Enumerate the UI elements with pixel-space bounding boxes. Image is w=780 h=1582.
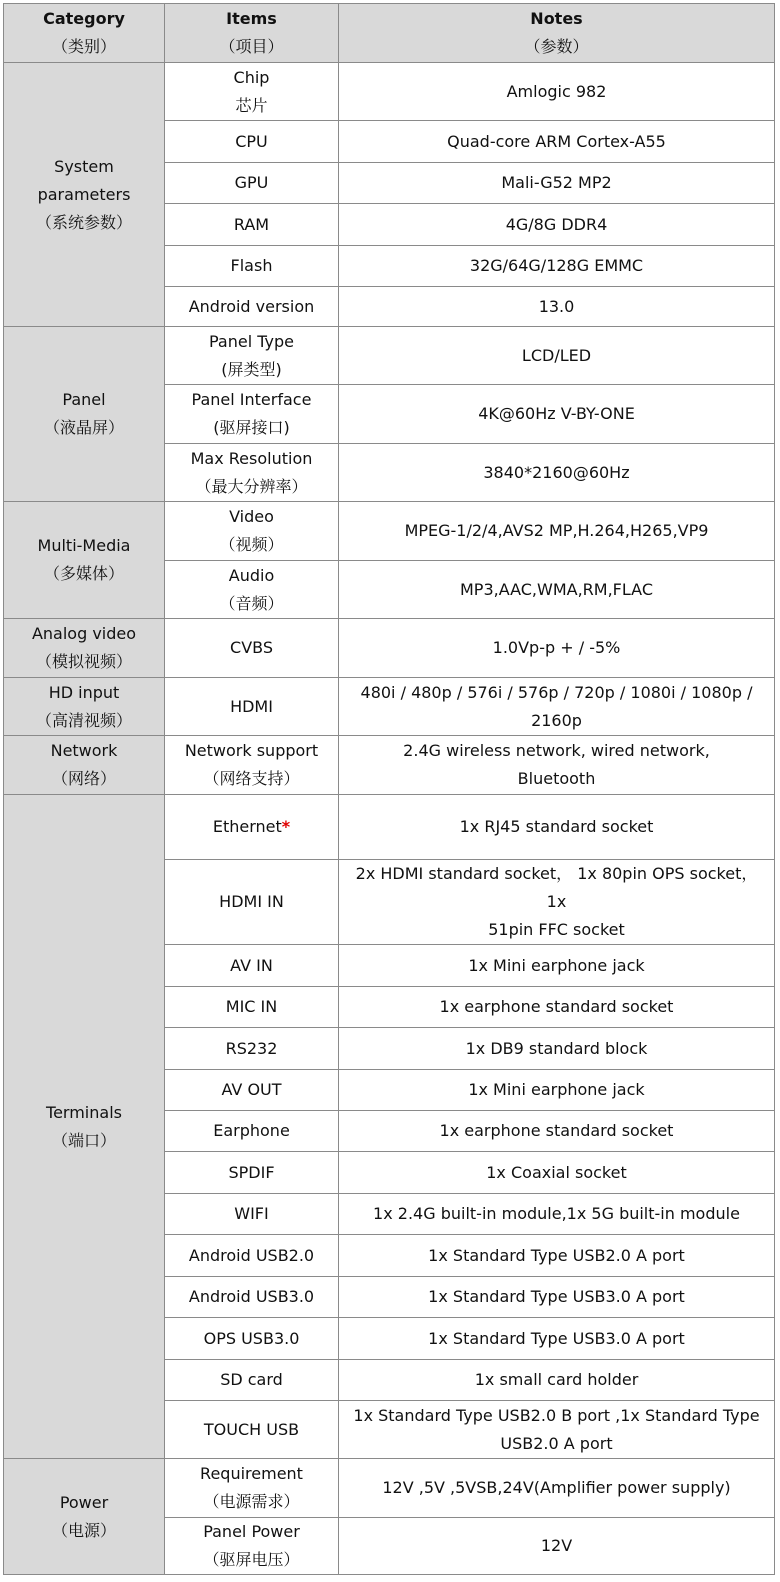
item-cell bbox=[165, 246, 339, 287]
item-text: Panel Interface bbox=[191, 390, 312, 409]
item-text: Flash bbox=[230, 256, 273, 275]
item-label bbox=[171, 473, 332, 501]
note-cell bbox=[339, 246, 775, 287]
category-label: parameters bbox=[37, 184, 131, 204]
item-label bbox=[171, 888, 332, 916]
item-label bbox=[171, 169, 332, 197]
header-items-zh: （项目） bbox=[219, 37, 284, 56]
note-cell bbox=[339, 1318, 775, 1360]
item-label bbox=[171, 293, 332, 321]
note-cell bbox=[339, 1360, 775, 1401]
item-label bbox=[171, 1518, 332, 1546]
item-label bbox=[171, 737, 332, 765]
item-cell bbox=[165, 1318, 339, 1360]
item-text: (驱屏接口) bbox=[213, 418, 290, 437]
item-label bbox=[171, 1488, 332, 1516]
item-cell bbox=[165, 327, 339, 385]
note-text: 1x Mini earphone jack bbox=[468, 1080, 645, 1099]
note-text: 1x RJ45 standard socket bbox=[459, 817, 654, 836]
note-cell bbox=[339, 1277, 775, 1318]
item-cell bbox=[165, 945, 339, 987]
note-text: 32G/64G/128G EMMC bbox=[469, 256, 644, 275]
category-label: HD input bbox=[48, 682, 120, 702]
item-label bbox=[171, 993, 332, 1021]
note-text: 1.0Vp-p + / -5% bbox=[492, 638, 621, 657]
item-text: Audio bbox=[228, 565, 275, 585]
item-text: Android version bbox=[188, 296, 315, 316]
item-text: Android USB2.0 bbox=[188, 1245, 315, 1265]
item-label bbox=[171, 813, 332, 841]
note-text: 1x small card holder bbox=[474, 1370, 639, 1389]
note-cell bbox=[339, 121, 775, 163]
item-text: HDMI IN bbox=[219, 892, 284, 911]
item-label bbox=[171, 590, 332, 618]
item-label bbox=[171, 1325, 332, 1353]
note-text: 1x 2.4G built-in module,1x 5G built-in module bbox=[373, 1204, 740, 1223]
category-label-zh: （电源） bbox=[51, 1520, 116, 1540]
category-label: System bbox=[54, 156, 114, 176]
note-text: 1x earphone standard socket bbox=[439, 997, 674, 1016]
item-label bbox=[171, 328, 332, 356]
item-label bbox=[171, 1283, 332, 1311]
item-text: （音频） bbox=[219, 593, 284, 613]
category-label-zh: （系统参数） bbox=[35, 212, 132, 232]
item-cell bbox=[165, 561, 339, 619]
item-text: CPU bbox=[235, 131, 268, 151]
item-text: GPU bbox=[234, 173, 269, 192]
category-label-zh: （网络） bbox=[51, 769, 116, 788]
note-text: 2160p bbox=[531, 710, 582, 730]
header-notes-zh: （参数） bbox=[524, 37, 589, 56]
item-cell bbox=[165, 736, 339, 795]
note-cell bbox=[339, 1518, 775, 1575]
note-cell bbox=[339, 1401, 775, 1459]
item-label bbox=[171, 765, 332, 793]
table-row bbox=[4, 619, 775, 678]
category-cell bbox=[4, 63, 165, 327]
item-text: （网络支持） bbox=[203, 769, 300, 788]
note-text: MPEG-1/2/4,AVS2 MP,H.264,H265,VP9 bbox=[404, 521, 709, 540]
item-text: （最大分辨率） bbox=[195, 476, 308, 496]
item-text: (屏类型) bbox=[221, 359, 282, 379]
header-category bbox=[4, 4, 165, 63]
item-cell bbox=[165, 385, 339, 444]
spec-body bbox=[4, 63, 775, 1575]
note-cell bbox=[339, 795, 775, 860]
note-text: 13.0 bbox=[538, 296, 575, 316]
item-label bbox=[171, 1366, 332, 1394]
category-label-zh: （多媒体） bbox=[43, 564, 124, 583]
item-text: Chip bbox=[233, 67, 270, 87]
note-cell bbox=[339, 561, 775, 619]
note-cell bbox=[339, 1194, 775, 1235]
item-cell bbox=[165, 287, 339, 327]
item-cell bbox=[165, 795, 339, 860]
table-row bbox=[4, 1459, 775, 1518]
item-label bbox=[171, 503, 332, 531]
item-label bbox=[171, 634, 332, 662]
item-text: （驱屏电压） bbox=[203, 1550, 300, 1569]
item-text: 芯片 bbox=[235, 95, 268, 115]
item-label bbox=[171, 1460, 332, 1488]
item-text: Earphone bbox=[213, 1121, 290, 1140]
note-text: LCD/LED bbox=[521, 345, 592, 365]
item-cell bbox=[165, 1360, 339, 1401]
item-cell bbox=[165, 121, 339, 163]
note-text: 2.4G wireless network, wired network, bbox=[403, 741, 710, 760]
item-label bbox=[171, 1035, 332, 1063]
item-label bbox=[171, 211, 332, 239]
category-cell bbox=[4, 619, 165, 678]
note-cell bbox=[339, 1111, 775, 1152]
note-text: 4G/8G DDR4 bbox=[505, 214, 608, 234]
item-text: Max Resolution bbox=[190, 448, 313, 468]
note-cell bbox=[339, 945, 775, 987]
item-cell bbox=[165, 502, 339, 561]
item-label bbox=[171, 562, 332, 590]
item-label bbox=[171, 92, 332, 120]
item-cell bbox=[165, 444, 339, 502]
item-label bbox=[171, 128, 332, 156]
note-cell bbox=[339, 287, 775, 327]
note-cell bbox=[339, 1152, 775, 1194]
note-cell bbox=[339, 987, 775, 1028]
note-text: 1x Standard Type USB2.0 B port ,1x Standard Type bbox=[353, 1405, 760, 1425]
note-cell bbox=[339, 1028, 775, 1070]
note-text: Amlogic 982 bbox=[506, 81, 607, 101]
note-text: 12V bbox=[540, 1536, 573, 1555]
note-cell bbox=[339, 1235, 775, 1277]
note-text: 2x HDMI standard socket， 1x 80pin OPS socket， 1x bbox=[355, 864, 758, 911]
item-label bbox=[171, 1416, 332, 1444]
item-cell bbox=[165, 860, 339, 945]
category-label-zh: （模拟视频） bbox=[35, 652, 132, 671]
category-label: Network bbox=[50, 741, 118, 760]
note-text: USB2.0 A port bbox=[500, 1433, 613, 1453]
note-text: 480i / 480p / 576i / 576p / 720p / 1080i / 1080p / bbox=[360, 682, 753, 702]
item-text: WIFI bbox=[234, 1204, 269, 1223]
item-cell bbox=[165, 1401, 339, 1459]
header-notes-en: Notes bbox=[530, 9, 583, 28]
item-text: CVBS bbox=[230, 638, 273, 657]
item-label bbox=[171, 1159, 332, 1187]
item-label bbox=[171, 952, 332, 980]
header-category-en: Category bbox=[43, 9, 125, 28]
note-text: Mali-G52 MP2 bbox=[501, 173, 612, 192]
item-cell bbox=[165, 619, 339, 678]
category-cell bbox=[4, 327, 165, 502]
category-label-zh: （液晶屏） bbox=[43, 418, 124, 437]
item-text: AV IN bbox=[230, 955, 273, 975]
note-cell bbox=[339, 678, 775, 736]
item-cell bbox=[165, 1111, 339, 1152]
header-items-en: Items bbox=[226, 9, 277, 28]
category-cell bbox=[4, 678, 165, 736]
note-cell bbox=[339, 63, 775, 121]
item-cell bbox=[165, 1235, 339, 1277]
table-row bbox=[4, 63, 775, 121]
item-label bbox=[171, 64, 332, 92]
item-text: Ethernet bbox=[212, 817, 282, 836]
table-row bbox=[4, 795, 775, 860]
table-row bbox=[4, 678, 775, 736]
note-text: 1x DB9 standard block bbox=[465, 1038, 648, 1058]
item-text: （电源需求） bbox=[203, 1492, 300, 1511]
item-text: MIC IN bbox=[225, 997, 278, 1016]
category-label-zh: （端口） bbox=[51, 1130, 116, 1150]
item-cell bbox=[165, 678, 339, 736]
header-items bbox=[165, 4, 339, 63]
note-text: 3840*2160@60Hz bbox=[483, 462, 630, 482]
item-cell bbox=[165, 987, 339, 1028]
category-label-zh: （高清视频） bbox=[35, 710, 132, 730]
item-label bbox=[171, 1117, 332, 1145]
category-cell bbox=[4, 736, 165, 795]
item-text: Requirement bbox=[200, 1464, 303, 1483]
item-text: SD card bbox=[220, 1370, 283, 1389]
item-cell bbox=[165, 163, 339, 204]
category-label: Panel bbox=[62, 390, 106, 409]
item-text: HDMI bbox=[230, 696, 273, 716]
item-label bbox=[171, 356, 332, 384]
item-cell bbox=[165, 1152, 339, 1194]
note-text: 1x earphone standard socket bbox=[439, 1121, 674, 1140]
item-text: （视频） bbox=[219, 535, 284, 554]
item-cell bbox=[165, 1194, 339, 1235]
item-text: RS232 bbox=[225, 1038, 278, 1058]
item-cell bbox=[165, 1277, 339, 1318]
note-text: 1x Mini earphone jack bbox=[468, 955, 645, 975]
category-cell bbox=[4, 795, 165, 1459]
spec-table bbox=[3, 3, 775, 1575]
item-text: TOUCH USB bbox=[203, 1419, 300, 1439]
header-row bbox=[4, 4, 775, 63]
item-label bbox=[171, 252, 332, 280]
item-label bbox=[171, 1242, 332, 1270]
category-label: Multi-Media bbox=[37, 536, 131, 555]
item-text: Android USB3.0 bbox=[188, 1287, 315, 1306]
header-notes bbox=[339, 4, 775, 63]
note-cell bbox=[339, 502, 775, 561]
note-cell bbox=[339, 860, 775, 945]
item-label bbox=[171, 693, 332, 721]
item-text: Panel Type bbox=[209, 331, 294, 351]
item-text: AV OUT bbox=[221, 1080, 282, 1099]
note-cell bbox=[339, 619, 775, 678]
category-cell bbox=[4, 502, 165, 619]
table-row bbox=[4, 736, 775, 795]
note-cell bbox=[339, 444, 775, 502]
item-cell bbox=[165, 1028, 339, 1070]
item-text: RAM bbox=[233, 214, 270, 234]
item-label bbox=[171, 1200, 332, 1228]
item-cell bbox=[165, 1070, 339, 1111]
table-row bbox=[4, 327, 775, 385]
item-label bbox=[171, 414, 332, 442]
note-text: Bluetooth bbox=[517, 769, 596, 788]
note-cell bbox=[339, 1459, 775, 1518]
item-label bbox=[171, 1076, 332, 1104]
note-text: 1x Coaxial socket bbox=[486, 1162, 627, 1182]
note-text: 4K@60Hz V-BY-ONE bbox=[478, 404, 635, 423]
category-cell bbox=[4, 1459, 165, 1575]
note-cell bbox=[339, 204, 775, 246]
item-label bbox=[171, 1546, 332, 1574]
item-text: SPDIF bbox=[228, 1162, 275, 1182]
table-row bbox=[4, 502, 775, 561]
required-mark: * bbox=[281, 817, 291, 836]
note-text: 12V ,5V ,5VSB,24V(Amplifier power supply) bbox=[382, 1478, 731, 1497]
item-cell bbox=[165, 1518, 339, 1575]
category-label: Terminals bbox=[46, 1102, 122, 1122]
note-text: 51pin FFC socket bbox=[488, 920, 625, 939]
note-text: Quad-core ARM Cortex-A55 bbox=[447, 131, 666, 151]
item-text: Network support bbox=[184, 741, 319, 760]
category-label: Power bbox=[59, 1492, 109, 1512]
note-text: MP3,AAC,WMA,RM,FLAC bbox=[459, 579, 653, 599]
note-text: 1x Standard Type USB3.0 A port bbox=[428, 1287, 685, 1306]
item-cell bbox=[165, 1459, 339, 1518]
item-cell bbox=[165, 204, 339, 246]
header-category-zh: （类别） bbox=[51, 37, 116, 56]
note-cell bbox=[339, 385, 775, 444]
item-cell bbox=[165, 63, 339, 121]
note-cell bbox=[339, 163, 775, 204]
note-text: 1x Standard Type USB2.0 A port bbox=[428, 1245, 685, 1265]
item-text: Video bbox=[229, 507, 274, 526]
item-text: Panel Power bbox=[203, 1522, 300, 1541]
category-label: Analog video bbox=[31, 624, 137, 643]
note-text: 1x Standard Type USB3.0 A port bbox=[428, 1328, 685, 1348]
item-label bbox=[171, 531, 332, 559]
item-text: OPS USB3.0 bbox=[203, 1328, 300, 1348]
note-cell bbox=[339, 327, 775, 385]
note-cell bbox=[339, 1070, 775, 1111]
item-label bbox=[171, 445, 332, 473]
note-cell bbox=[339, 736, 775, 795]
item-label bbox=[171, 386, 332, 414]
